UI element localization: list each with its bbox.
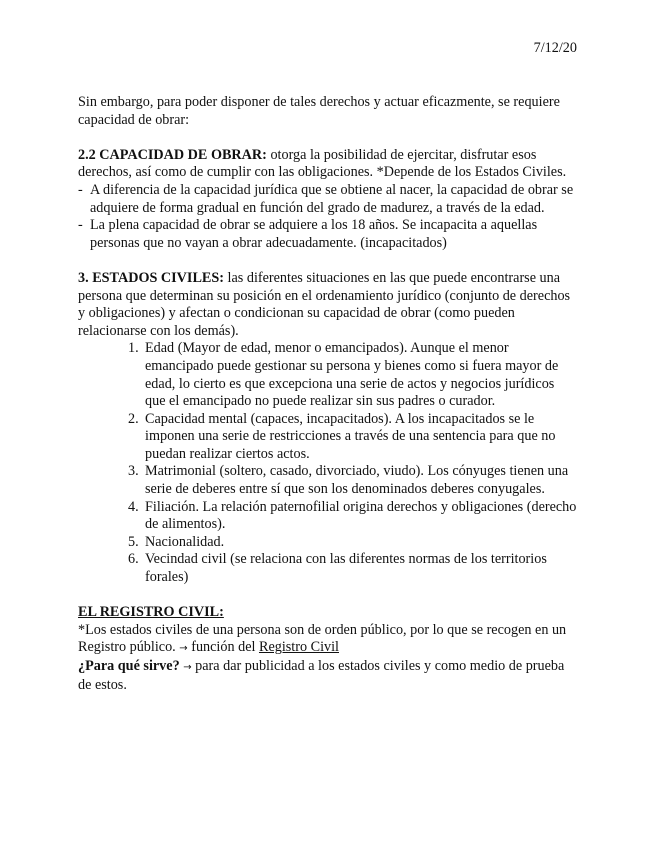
registro-text-b: función del (187, 639, 259, 656)
para-que-sirve-text: para dar publicidad a los estados civiles y como medio de prueba de estos. (78, 658, 565, 693)
registro-civil-link[interactable]: Registro Civil (258, 639, 339, 656)
list-item-text: Vecindad civil (se relaciona con las diferentes normas de los territorios forales) (145, 551, 547, 586)
list-item-text: Nacionalidad. (145, 533, 225, 550)
capacidad-obrar-bullet (78, 182, 578, 217)
estados-civiles-text: las diferentes situaciones en las que puede encontrarse una persona que determinan su posición en el ordenamiento jurídico (conjunto de derechos y obligaciones) y afectan o condicionan su capacidad de obrar (como pueden relacionarse con los demás). (78, 269, 571, 339)
dash-marker: - (78, 181, 83, 198)
registro-heading (78, 604, 578, 622)
capacidad-obrar-bullet (78, 217, 578, 252)
document-body (78, 94, 578, 694)
capacidad-obrar-heading: 2.2 CAPACIDAD DE OBRAR: (78, 146, 267, 163)
list-item (128, 551, 578, 586)
list-item-text: Edad (Mayor de edad, menor o emancipados). Aunque el menor emancipado puede gestionar su persona y bienes como si fuera mayor de edad, lo cierto es que excepciona una serie de actos y negocios jurídicos que el emancipado no puede realizar sin sus padres o curador. (145, 340, 559, 410)
list-item-text: Matrimonial (soltero, casado, divorciado, viudo). Los cónyuges tienen una serie de deberes entre sí que son los denominados deberes conyugales. (145, 463, 569, 498)
list-number: 6. (128, 551, 139, 568)
registro-paragraph (78, 622, 578, 658)
list-item (128, 340, 578, 410)
registro-civil-heading: EL REGISTRO CIVIL: (78, 604, 224, 621)
page-date: 7/12/20 (533, 40, 577, 56)
estados-civiles-heading: 3. ESTADOS CIVILES: (78, 269, 224, 286)
list-number: 5. (128, 533, 139, 550)
list-number: 1. (128, 340, 139, 357)
right-arrow-icon: → (179, 643, 188, 655)
list-item (128, 411, 578, 464)
list-number: 2. (128, 410, 139, 427)
estados-civiles-paragraph (78, 270, 578, 340)
list-item (128, 499, 578, 534)
list-item-text: Filiación. La relación paternofilial origina derechos y obligaciones (derecho de alimentos). (145, 498, 577, 533)
para-que-sirve-paragraph (78, 658, 578, 694)
bullet-text: A diferencia de la capacidad jurídica que se obtiene al nacer, la capacidad de obrar se adquiere de forma gradual en función del grado de madurez, a través de la edad. (90, 181, 574, 216)
list-number: 3. (128, 463, 139, 480)
list-item (128, 534, 578, 552)
list-item (128, 463, 578, 498)
right-arrow-icon: → (183, 662, 192, 673)
list-item-text: Capacidad mental (capaces, incapacitados). A los incapacitados se le imponen una serie de restricciones a través de una sentencia para que no puedan realizar ciertos actos. (145, 410, 556, 462)
estados-civiles-list (78, 340, 578, 586)
para-que-sirve-heading: ¿Para qué sirve? (78, 658, 180, 674)
dash-marker: - (78, 217, 83, 234)
registro-text: *Los estados civiles de una persona son de orden público, por lo que se recogen en un Registro público. (78, 621, 567, 656)
bullet-text: La plena capacidad de obrar se adquiere a los 18 años. Se incapacita a aquellas personas que no vayan a obrar adecuadamente. (incapacitados) (90, 217, 538, 251)
list-number: 4. (128, 498, 139, 515)
capacidad-obrar-paragraph (78, 147, 578, 182)
intro-paragraph: Sin embargo, para poder disponer de tales derechos y actuar eficazmente, se requiere capacidad de obrar: (78, 94, 560, 128)
capacidad-obrar-text: otorga la posibilidad de ejercitar, disfrutar esos derechos, así como de cumplir con las obligaciones. *Depende de los Estados Civiles. (78, 146, 567, 181)
